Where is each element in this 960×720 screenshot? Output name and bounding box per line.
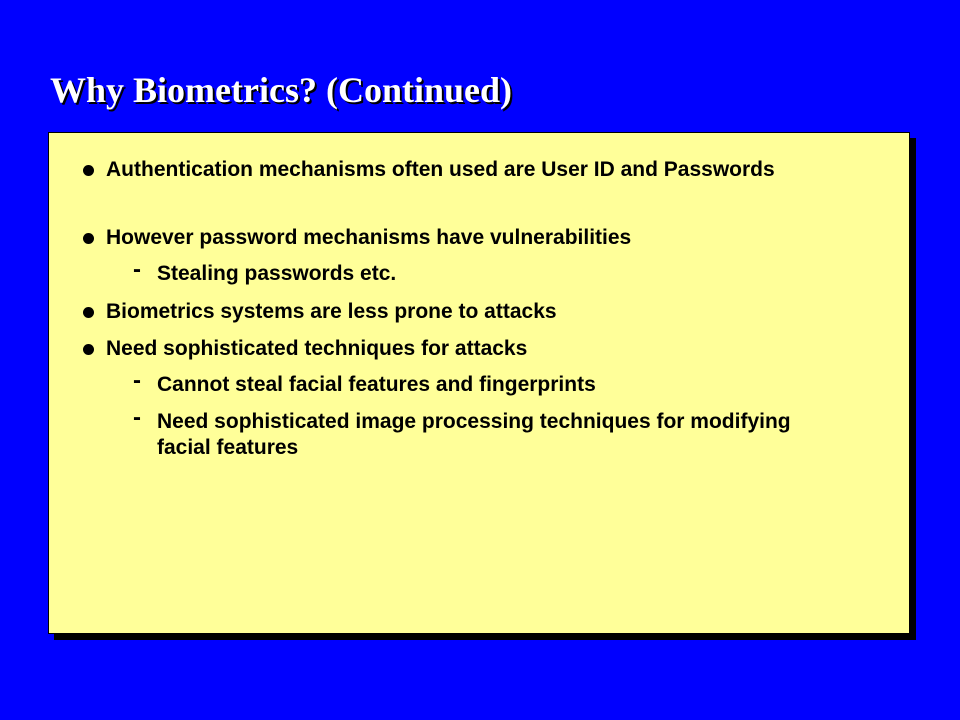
dash-marker: - — [133, 256, 141, 283]
dot-bullet-icon — [83, 307, 94, 318]
bullet-text: Biometrics systems are less prone to attacks — [106, 300, 557, 323]
dash-marker: - — [133, 367, 141, 394]
dot-bullet-icon — [83, 344, 94, 355]
dot-bullet-icon — [83, 165, 94, 176]
slide-title: Why Biometrics? (Continued) — [50, 70, 512, 110]
dash-marker: - — [133, 404, 141, 431]
sub-bullet-text: Need sophisticated image processing techniques for modifying facial features — [157, 410, 791, 459]
bullet-text: Authentication mechanisms often used are User ID and Passwords — [106, 158, 775, 181]
dot-bullet-icon — [83, 233, 94, 244]
bullet-text: However password mechanisms have vulnerabilities — [106, 226, 632, 249]
sub-bullet-text: Cannot steal facial features and fingerprints — [157, 373, 596, 396]
bullet-text: Need sophisticated techniques for attacks — [106, 337, 528, 360]
sub-bullet-text: Stealing passwords etc. — [157, 262, 397, 285]
content-box — [48, 132, 910, 634]
